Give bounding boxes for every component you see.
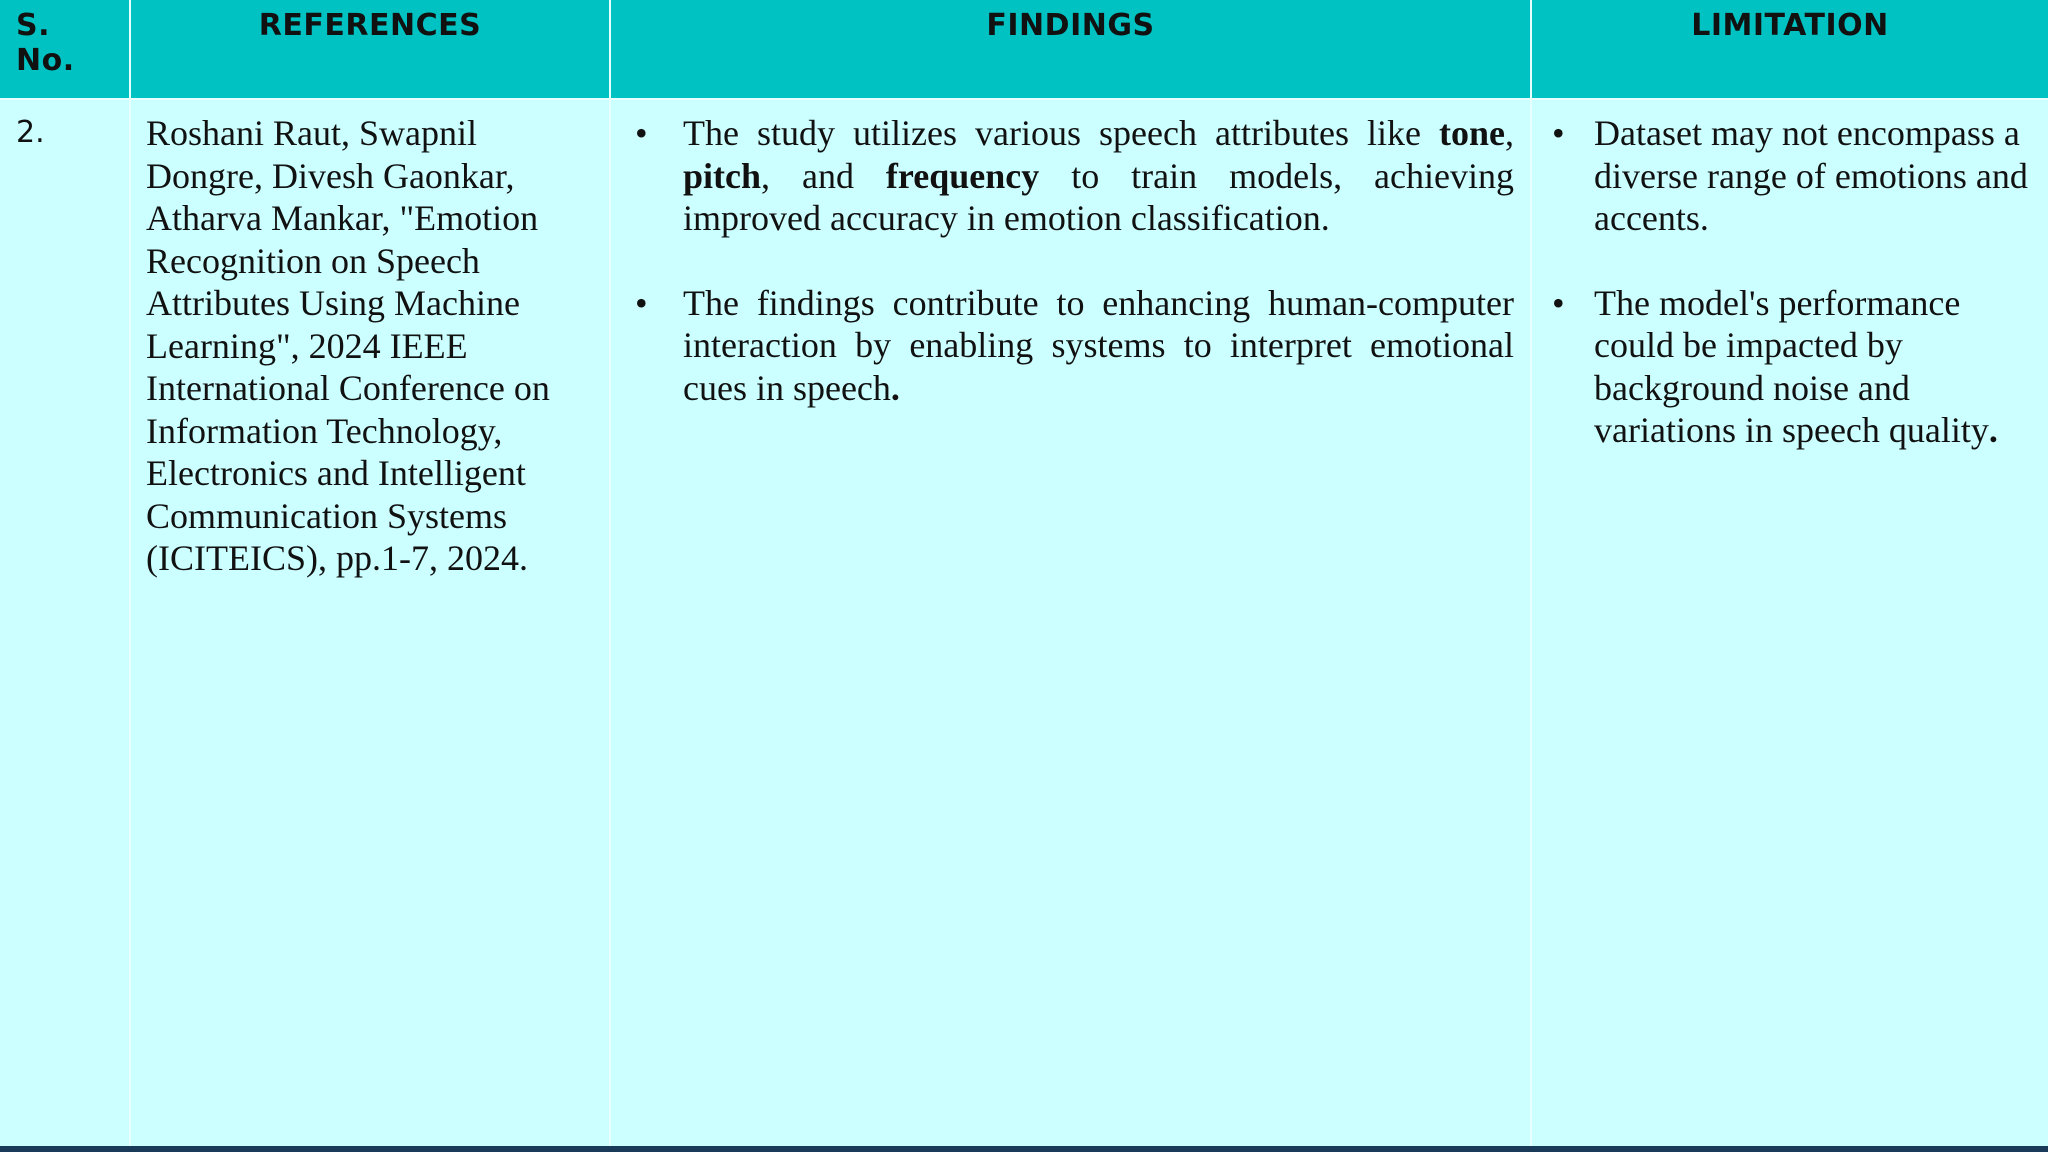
bullet-icon: • <box>1552 282 1565 323</box>
reference-cell: Roshani Raut, Swapnil Dongre, Divesh Gaonkar, Atharva Mankar, "Emotion Recognition on Speech Attributes Using Machine Learning", 2024 IEEE International Conference on Information Technology, Electronics and Intelligent Communication Systems (ICITEICS), pp.1-7, 2024. <box>130 99 610 1146</box>
limitation-cell <box>1531 99 2048 1146</box>
list-item: • The study utilizes various speech attributes like tone, pitch, and frequency to train models, achieving improved accuracy in emotion classification. <box>635 113 1514 238</box>
header-sno: S. No. <box>0 0 130 99</box>
findings-cell <box>610 99 1531 1146</box>
bullet-icon: • <box>1552 113 1565 153</box>
sno-cell: 2. <box>0 99 130 1146</box>
header-findings: FINDINGS <box>610 0 1531 99</box>
header-limitation: LIMITATION <box>1531 0 2048 99</box>
header-row <box>0 0 2048 99</box>
findings-list <box>625 112 1514 409</box>
footer-bar <box>0 1146 2048 1152</box>
limitation-list <box>1544 112 2034 452</box>
table-row <box>0 99 2048 1146</box>
list-item: • The findings contribute to enhancing human-computer interaction by enabling systems to interpret emotional cues in speech. <box>635 282 1514 408</box>
list-item: • Dataset may not encompass a diverse range of emotions and accents. <box>1552 113 2028 238</box>
bullet-icon: • <box>635 113 648 153</box>
bullet-icon: • <box>635 282 648 323</box>
header-references: REFERENCES <box>130 0 610 99</box>
list-item: • The model's performance could be impacted by background noise and variations in speech quality. <box>1552 282 1998 450</box>
